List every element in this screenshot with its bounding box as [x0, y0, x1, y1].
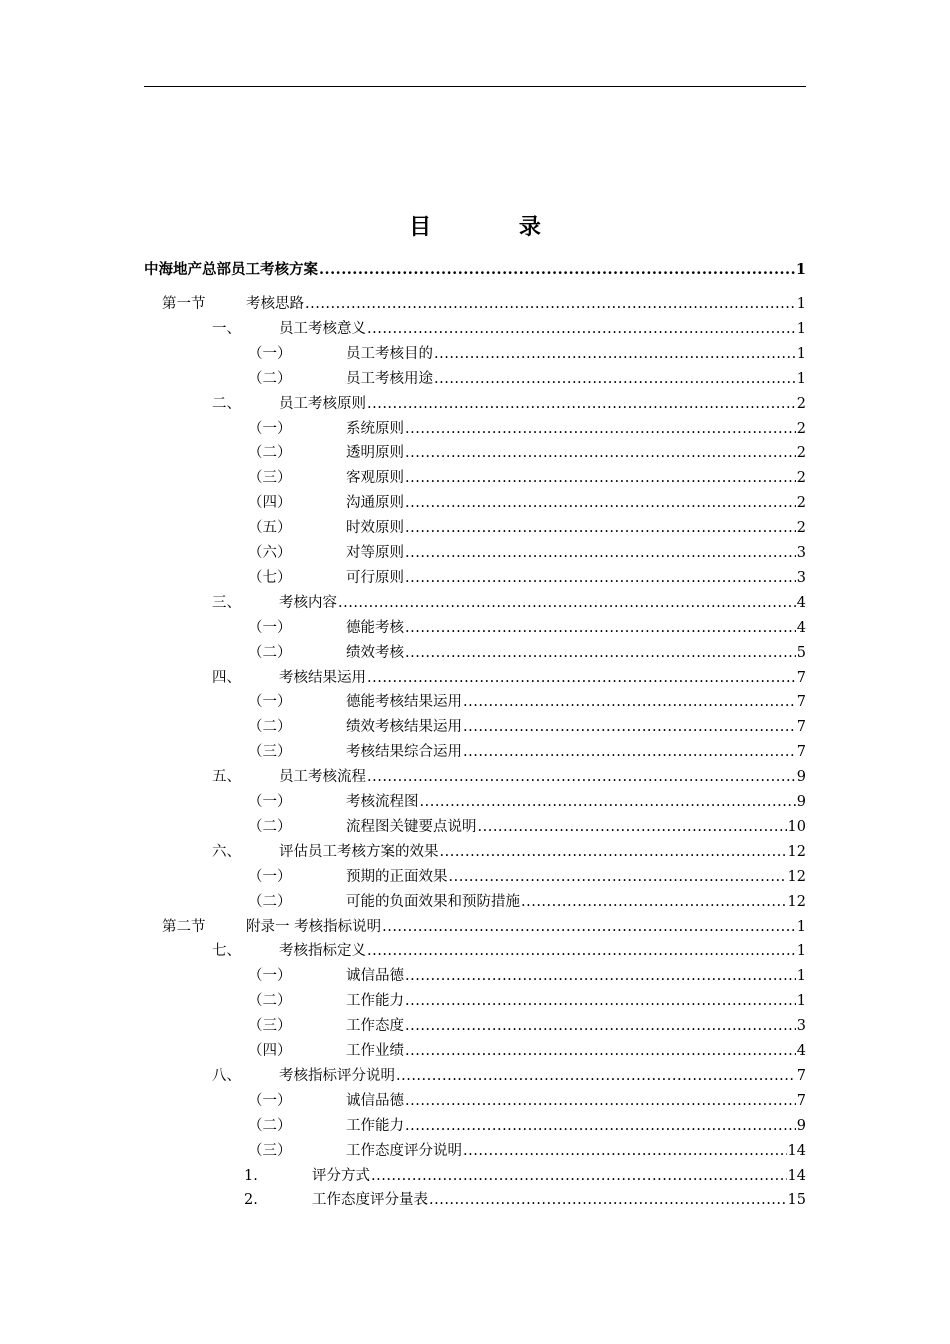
header-rule — [144, 86, 806, 87]
toc-entry-number: （一） — [248, 694, 292, 711]
toc-entry-title: 诚信品德 — [346, 968, 404, 985]
toc-page-number: 12 — [787, 893, 806, 910]
toc-entry-number: （七） — [248, 569, 292, 586]
toc-entry-number: （三） — [248, 744, 292, 761]
toc-entry[interactable] — [144, 566, 806, 590]
toc-dot-leader — [429, 1188, 787, 1212]
toc-entry-title: 预期的正面效果 — [346, 868, 448, 885]
toc-dot-leader — [463, 1139, 787, 1163]
toc-entry-number: （一） — [248, 1092, 292, 1109]
toc-entry-number: 一、 — [212, 320, 241, 337]
toc-entry-title: 考核思路 — [246, 296, 304, 312]
toc-entry-number: （二） — [248, 893, 292, 910]
toc-dot-leader — [405, 566, 796, 590]
toc-page-number: 7 — [796, 1067, 806, 1084]
toc-dot-leader — [405, 616, 796, 640]
toc-entry[interactable] — [144, 491, 806, 515]
toc-entry-title: 考核内容 — [279, 594, 337, 611]
toc-dot-leader — [434, 367, 796, 391]
toc-dot-leader — [405, 466, 796, 490]
toc-page-number: 3 — [796, 1018, 806, 1035]
toc-entry[interactable] — [144, 915, 806, 939]
toc-entry-number: （二） — [248, 818, 292, 835]
toc-page-number: 15 — [787, 1192, 806, 1209]
toc-page-number: 3 — [796, 569, 806, 586]
toc-dot-leader — [396, 1064, 796, 1088]
toc-dot-leader — [420, 790, 796, 814]
toc-entry-number: （一） — [248, 968, 292, 985]
toc-page-number: 7 — [796, 744, 806, 761]
toc-page-number: 1 — [796, 943, 806, 960]
toc-page-number: 7 — [796, 669, 806, 686]
toc-page-number: 10 — [787, 818, 806, 835]
toc-entry-number: （三） — [248, 1142, 292, 1159]
toc-dot-leader — [382, 915, 796, 939]
toc-entry-number: （二） — [248, 1117, 292, 1134]
toc-entry[interactable] — [144, 317, 806, 341]
toc-dot-leader — [367, 939, 796, 963]
toc-dot-leader — [463, 740, 796, 764]
toc-entry[interactable] — [144, 815, 806, 839]
toc-entry-title: 工作能力 — [346, 993, 404, 1010]
toc-entry-title: 员工考核目的 — [346, 345, 433, 362]
toc-entry-number: 七、 — [212, 943, 241, 960]
toc-entry[interactable] — [144, 1164, 806, 1188]
toc-dot-leader — [405, 1089, 796, 1113]
toc-entry-title: 对等原则 — [346, 545, 404, 561]
toc-entry-title: 可行原则 — [346, 569, 404, 586]
toc-entry-number: 二、 — [212, 395, 241, 412]
toc-dot-leader — [338, 591, 796, 615]
toc-entry[interactable] — [144, 1039, 806, 1063]
toc-entry-title: 工作态度 — [346, 1018, 404, 1035]
toc-entry-number: （二） — [248, 719, 292, 736]
toc-entry[interactable] — [144, 666, 806, 690]
toc-dot-leader — [405, 516, 796, 540]
toc-entry[interactable] — [144, 292, 806, 316]
toc-dot-leader — [463, 715, 796, 739]
toc-entry-title: 考核结果运用 — [279, 669, 366, 686]
toc-entry[interactable] — [144, 690, 806, 714]
toc-dot-leader — [405, 541, 796, 565]
toc-dot-leader — [521, 890, 787, 914]
toc-page-number: 7 — [796, 694, 806, 711]
toc-entry-title: 绩效考核 — [346, 644, 404, 661]
toc-entry-title: 绩效考核结果运用 — [346, 719, 462, 736]
toc-entry-number: 八、 — [212, 1067, 241, 1084]
toc-entry[interactable] — [144, 939, 806, 963]
toc-dot-leader — [405, 441, 796, 465]
toc-entry[interactable] — [144, 765, 806, 789]
toc-entry-number: （二） — [248, 644, 292, 661]
toc-entry-title: 评估员工考核方案的效果 — [279, 843, 439, 860]
toc-entry-number: 三、 — [212, 594, 241, 611]
toc-dot-leader — [367, 666, 796, 690]
toc-entry[interactable] — [144, 591, 806, 615]
toc-entry-title: 考核指标评分说明 — [279, 1067, 395, 1084]
toc-page-number: 1 — [796, 993, 806, 1010]
toc-page-number: 9 — [796, 1117, 806, 1134]
toc-entry-number: （二） — [248, 370, 292, 387]
toc-entry[interactable] — [144, 890, 806, 914]
toc-entry[interactable] — [144, 740, 806, 764]
toc-entry-title: 员工考核原则 — [279, 395, 366, 412]
toc-page-number: 7 — [796, 1092, 806, 1109]
toc-dot-leader — [367, 765, 796, 789]
toc-entry[interactable] — [144, 989, 806, 1013]
toc-entry-number: 1. — [244, 1167, 258, 1184]
toc-page-number: 14 — [787, 1167, 806, 1184]
toc-page-number: 2 — [796, 395, 806, 412]
toc-entry-title: 时效原则 — [346, 520, 404, 537]
toc-page-number: 4 — [796, 594, 806, 611]
toc-entry-title: 工作态度评分说明 — [346, 1142, 462, 1159]
toc-page-number: 2 — [796, 420, 806, 437]
toc-page-number: 14 — [787, 1142, 806, 1159]
toc-entry-number: 第二节 — [162, 918, 206, 935]
toc-entry[interactable] — [144, 1139, 806, 1163]
toc-entry-title: 德能考核结果运用 — [346, 694, 462, 711]
toc-entry-title: 考核指标定义 — [279, 943, 366, 960]
toc-page-number: 1 — [796, 320, 806, 337]
toc-entry[interactable] — [144, 441, 806, 465]
toc-entry[interactable] — [144, 964, 806, 988]
toc-entry-title: 员工考核用途 — [346, 370, 433, 387]
toc-dot-leader — [405, 491, 796, 515]
toc-entry-number: （一） — [248, 868, 292, 885]
toc-entry-title: 诚信品德 — [346, 1092, 404, 1109]
toc-dot-leader — [405, 964, 796, 988]
toc-entry[interactable] — [144, 840, 806, 864]
toc-entry-title: 评分方式 — [312, 1167, 370, 1184]
toc-entry-number: （一） — [248, 345, 292, 362]
toc-entry-number: 四、 — [212, 669, 241, 686]
toc-page-number: 2 — [796, 445, 806, 462]
toc-entry-number: （一） — [248, 420, 292, 437]
toc-entry-title: 沟通原则 — [346, 495, 404, 512]
toc-page-number: 1 — [796, 345, 806, 362]
toc-entry-title: 考核流程图 — [346, 794, 419, 810]
toc-entry-number: 2. — [244, 1192, 258, 1209]
toc-dot-leader — [305, 292, 796, 316]
toc-page-number: 9 — [796, 769, 806, 786]
toc-entry-title: 工作业绩 — [346, 1043, 404, 1059]
toc-dot-leader — [319, 258, 795, 282]
toc-dot-leader — [405, 989, 796, 1013]
toc-page-number: 2 — [796, 520, 806, 537]
toc-entry-title: 客观原则 — [346, 470, 404, 487]
toc-entry-number: （三） — [248, 470, 292, 487]
toc-dot-leader — [405, 1014, 796, 1038]
toc-entry-title: 考核结果综合运用 — [346, 744, 462, 761]
toc-page-number: 1 — [796, 918, 806, 935]
toc-page-number: 4 — [796, 619, 806, 636]
toc-dot-leader — [405, 1039, 796, 1063]
toc-entry-number: （一） — [248, 794, 292, 810]
toc-entry-title: 员工考核意义 — [279, 320, 366, 337]
toc-dot-leader — [405, 417, 796, 441]
toc-entry-number: （六） — [248, 545, 292, 561]
toc-dot-leader — [434, 342, 796, 366]
toc-page-number: 1 — [796, 370, 806, 387]
toc-entry-title: 员工考核流程 — [279, 769, 366, 786]
toc-entry-number: （二） — [248, 993, 292, 1010]
toc-page-number: 3 — [796, 545, 806, 561]
toc-dot-leader — [367, 317, 796, 341]
toc-dot-leader — [449, 865, 787, 889]
toc-dot-leader — [371, 1164, 787, 1188]
toc-entry[interactable] — [144, 1114, 806, 1138]
toc-entry-title: 流程图关键要点说明 — [346, 818, 477, 835]
toc-entry[interactable] — [144, 1064, 806, 1088]
toc-entry[interactable] — [144, 342, 806, 366]
toc-entry-number: （四） — [248, 495, 292, 512]
toc-page-number: 5 — [796, 644, 806, 661]
toc-entry-title: 附录一 考核指标说明 — [246, 918, 382, 935]
toc-entry-number: 五、 — [212, 769, 241, 786]
toc-entry[interactable] — [144, 258, 806, 282]
toc-page-number: 7 — [796, 719, 806, 736]
toc-dot-leader — [463, 690, 796, 714]
toc-entry-title: 中海地产总部员工考核方案 — [144, 261, 318, 278]
toc-entry[interactable] — [144, 641, 806, 665]
toc-entry[interactable] — [144, 865, 806, 889]
toc-entry-number: （一） — [248, 619, 292, 636]
toc-page-number: 4 — [796, 1043, 806, 1059]
toc-dot-leader — [367, 392, 796, 416]
toc-entry-number: （三） — [248, 1018, 292, 1035]
toc-page-number: 12 — [787, 843, 806, 860]
toc-entry[interactable] — [144, 466, 806, 490]
toc-page-number: 1 — [795, 261, 806, 278]
toc-page-number: 9 — [796, 794, 806, 810]
toc-entry-title: 德能考核 — [346, 619, 404, 636]
toc-entry-title: 工作能力 — [346, 1117, 404, 1134]
toc-page-number: 1 — [796, 296, 806, 312]
toc-title: 目 录 — [409, 214, 581, 240]
toc-entry[interactable] — [144, 715, 806, 739]
toc-entry-title: 系统原则 — [346, 420, 404, 437]
toc-entry[interactable] — [144, 1188, 806, 1212]
toc-dot-leader — [440, 840, 787, 864]
toc-entry-title: 透明原则 — [346, 445, 404, 462]
toc-entry[interactable] — [144, 1089, 806, 1113]
toc-entry[interactable] — [144, 616, 806, 640]
toc-entry[interactable] — [144, 417, 806, 441]
toc-entry-title: 可能的负面效果和预防措施 — [346, 893, 520, 910]
toc-entry[interactable] — [144, 1014, 806, 1038]
toc-entry[interactable] — [144, 367, 806, 391]
toc-entry-number: 第一节 — [162, 296, 206, 312]
toc-entry-number: （五） — [248, 520, 292, 537]
toc-page-number: 2 — [796, 495, 806, 512]
toc-page-number: 1 — [796, 968, 806, 985]
toc-entry-number: 六、 — [212, 843, 241, 860]
toc-entry[interactable] — [144, 516, 806, 540]
toc-entry-title: 工作态度评分量表 — [312, 1192, 428, 1209]
toc-entry[interactable] — [144, 392, 806, 416]
toc-entry-number: （二） — [248, 445, 292, 462]
toc-entry[interactable] — [144, 541, 806, 565]
toc-entry[interactable] — [144, 790, 806, 814]
toc-dot-leader — [478, 815, 787, 839]
toc-dot-leader — [405, 1114, 796, 1138]
toc-page-number: 12 — [787, 868, 806, 885]
toc-page-number: 2 — [796, 470, 806, 487]
toc-dot-leader — [405, 641, 796, 665]
toc-entry-number: （四） — [248, 1043, 292, 1059]
